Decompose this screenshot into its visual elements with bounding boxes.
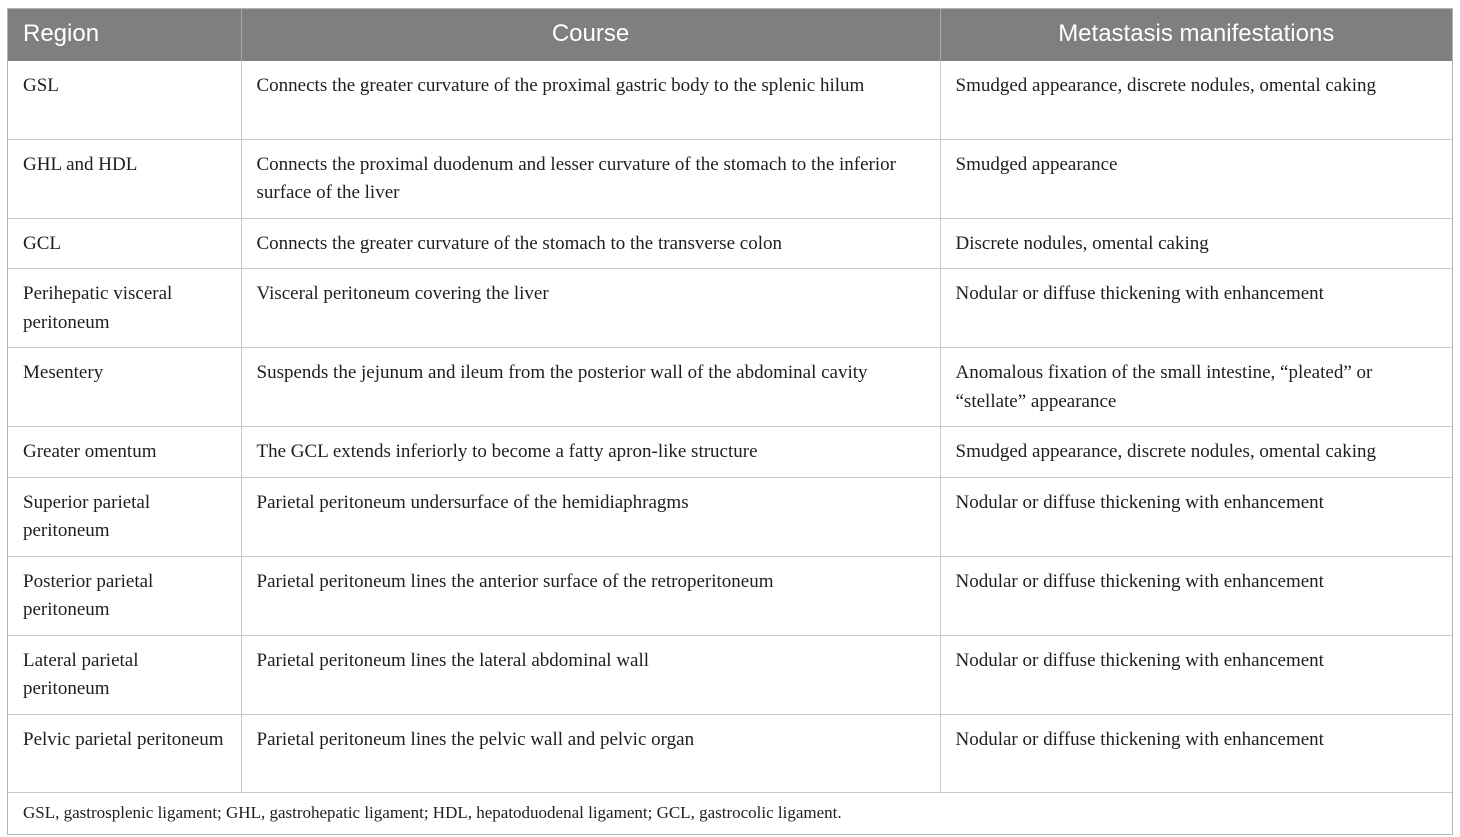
table-footnote: GSL, gastrosplenic ligament; GHL, gastrohepatic ligament; HDL, hepatoduodenal ligament; GCL, gastrocolic ligament. — [23, 802, 842, 822]
course-cell: Connects the proximal duodenum and lesser curvature of the stomach to the inferior surface of the liver — [241, 139, 940, 218]
table-row — [8, 427, 1452, 478]
course-cell: Visceral peritoneum covering the liver — [241, 269, 940, 348]
region-cell: Lateral parietal peritoneum — [8, 635, 241, 714]
region-cell: Posterior parietal peritoneum — [8, 556, 241, 635]
table-row — [8, 139, 1452, 218]
table-row — [8, 218, 1452, 269]
course-cell: Parietal peritoneum lines the anterior surface of the retroperitoneum — [241, 556, 940, 635]
manifestations-cell: Smudged appearance, discrete nodules, omental caking — [940, 427, 1452, 478]
region-cell: Pelvic parietal peritoneum — [8, 714, 241, 792]
footnote-row — [8, 792, 1452, 834]
region-cell: Greater omentum — [8, 427, 241, 478]
course-cell: Suspends the jejunum and ileum from the posterior wall of the abdominal cavity — [241, 348, 940, 427]
course-cell: The GCL extends inferiorly to become a fatty apron-like structure — [241, 427, 940, 478]
course-cell: Connects the greater curvature of the proximal gastric body to the splenic hilum — [241, 61, 940, 139]
course-cell: Parietal peritoneum undersurface of the hemidiaphragms — [241, 477, 940, 556]
column-header-course: Course — [241, 9, 940, 61]
table-row — [8, 269, 1452, 348]
table-row — [8, 61, 1452, 139]
table-row — [8, 348, 1452, 427]
manifestations-cell: Nodular or diffuse thickening with enhancement — [940, 477, 1452, 556]
table-row — [8, 556, 1452, 635]
peritoneum-table — [8, 9, 1452, 834]
course-cell: Connects the greater curvature of the stomach to the transverse colon — [241, 218, 940, 269]
table-row — [8, 477, 1452, 556]
course-cell: Parietal peritoneum lines the lateral abdominal wall — [241, 635, 940, 714]
table-container — [7, 8, 1453, 835]
table-row — [8, 635, 1452, 714]
region-cell: GHL and HDL — [8, 139, 241, 218]
region-cell: Superior parietal peritoneum — [8, 477, 241, 556]
region-cell: GCL — [8, 218, 241, 269]
table-row — [8, 714, 1452, 792]
course-cell: Parietal peritoneum lines the pelvic wall and pelvic organ — [241, 714, 940, 792]
header-row — [8, 9, 1452, 61]
region-cell: Mesentery — [8, 348, 241, 427]
manifestations-cell: Anomalous fixation of the small intestine, “pleated” or “stellate” appearance — [940, 348, 1452, 427]
column-header-manifestations: Metastasis manifestations — [940, 9, 1452, 61]
region-cell: GSL — [8, 61, 241, 139]
manifestations-cell: Nodular or diffuse thickening with enhancement — [940, 635, 1452, 714]
region-cell: Perihepatic visceral peritoneum — [8, 269, 241, 348]
manifestations-cell: Nodular or diffuse thickening with enhancement — [940, 269, 1452, 348]
column-header-region: Region — [8, 9, 241, 61]
manifestations-cell: Nodular or diffuse thickening with enhancement — [940, 556, 1452, 635]
manifestations-cell: Smudged appearance — [940, 139, 1452, 218]
manifestations-cell: Discrete nodules, omental caking — [940, 218, 1452, 269]
manifestations-cell: Smudged appearance, discrete nodules, omental caking — [940, 61, 1452, 139]
manifestations-cell: Nodular or diffuse thickening with enhancement — [940, 714, 1452, 792]
